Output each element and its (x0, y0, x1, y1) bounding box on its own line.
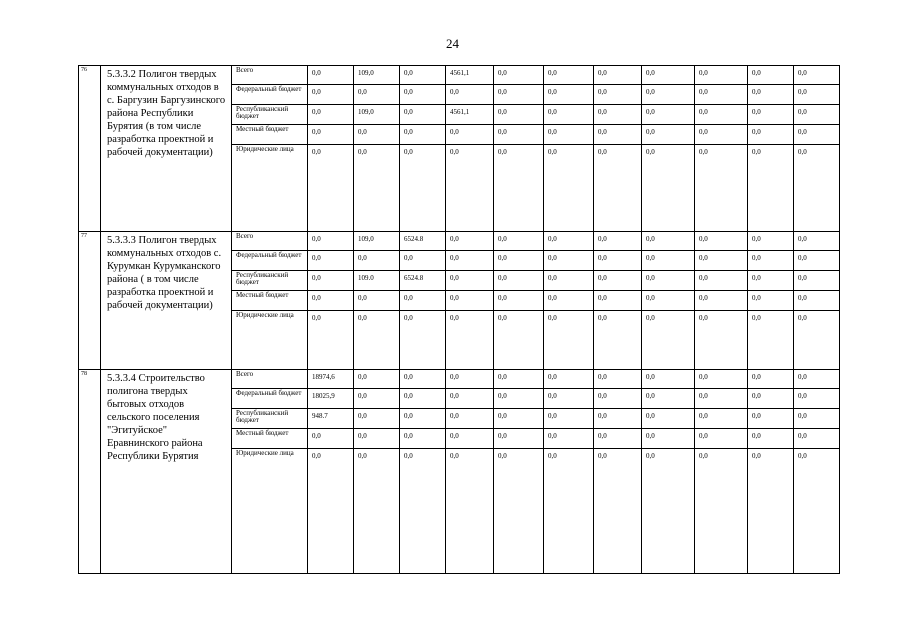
amount-cell: 0,0 (594, 370, 642, 389)
amount-cell: 0,0 (400, 429, 446, 449)
amount-cell: 0,0 (400, 311, 446, 370)
amount-cell: 0,0 (594, 105, 642, 125)
amount-cell: 0,0 (354, 291, 400, 311)
amount-cell: 0,0 (794, 449, 840, 574)
amount-cell: 0,0 (494, 145, 544, 232)
amount-cell: 0,0 (446, 449, 494, 574)
funding-source: Республиканский бюджет (232, 271, 308, 291)
amount-cell: 0,0 (494, 311, 544, 370)
amount-cell: 18974,6 (308, 370, 354, 389)
amount-cell: 6524.8 (400, 232, 446, 251)
amount-cell: 948.7 (308, 409, 354, 429)
amount-cell: 0,0 (308, 66, 354, 85)
amount-cell: 0,0 (446, 125, 494, 145)
amount-cell: 0,0 (446, 291, 494, 311)
amount-cell: 0,0 (695, 271, 748, 291)
amount-cell: 0,0 (695, 85, 748, 105)
amount-cell: 0,0 (544, 85, 594, 105)
amount-cell: 0,0 (748, 232, 794, 251)
amount-cell: 0,0 (748, 125, 794, 145)
row-number: 78 (79, 370, 101, 574)
amount-cell: 0,0 (594, 291, 642, 311)
row-number: 76 (79, 66, 101, 232)
amount-cell: 0,0 (308, 232, 354, 251)
amount-cell: 0,0 (494, 409, 544, 429)
amount-cell: 0,0 (446, 370, 494, 389)
amount-cell: 0,0 (594, 251, 642, 271)
amount-cell: 0,0 (544, 409, 594, 429)
row-number: 77 (79, 232, 101, 370)
amount-cell: 0,0 (695, 389, 748, 409)
amount-cell: 0,0 (642, 66, 695, 85)
amount-cell: 0,0 (594, 311, 642, 370)
amount-cell: 18025,9 (308, 389, 354, 409)
amount-cell: 0,0 (642, 85, 695, 105)
amount-cell: 0,0 (494, 251, 544, 271)
funding-source: Федеральный бюджет (232, 251, 308, 271)
amount-cell: 0,0 (748, 311, 794, 370)
amount-cell: 0,0 (544, 449, 594, 574)
amount-cell: 0,0 (494, 232, 544, 251)
table-row (79, 66, 840, 85)
amount-cell: 0,0 (695, 105, 748, 125)
amount-cell: 0,0 (308, 85, 354, 105)
amount-cell: 0,0 (642, 145, 695, 232)
amount-cell: 0,0 (446, 145, 494, 232)
amount-cell: 0,0 (494, 85, 544, 105)
page-number: 24 (446, 36, 459, 51)
amount-cell: 0,0 (794, 370, 840, 389)
amount-cell: 0,0 (544, 429, 594, 449)
amount-cell: 0,0 (594, 66, 642, 85)
amount-cell: 0,0 (400, 105, 446, 125)
amount-cell: 0,0 (544, 389, 594, 409)
amount-cell: 0,0 (446, 389, 494, 409)
amount-cell: 0,0 (748, 85, 794, 105)
amount-cell: 0,0 (494, 125, 544, 145)
amount-cell: 0,0 (695, 291, 748, 311)
funding-source: Всего (232, 232, 308, 251)
amount-cell: 0,0 (695, 145, 748, 232)
amount-cell: 0,0 (642, 291, 695, 311)
project-title: 5.3.3.3 Полигон твердых коммунальных отходов с. Курумкан Курумканского района ( в том числе разработка проектной и рабочей документации) (101, 232, 232, 370)
amount-cell: 0,0 (308, 105, 354, 125)
amount-cell: 0,0 (695, 66, 748, 85)
amount-cell: 6524.8 (400, 271, 446, 291)
funding-source: Местный бюджет (232, 125, 308, 145)
amount-cell: 0,0 (794, 429, 840, 449)
amount-cell: 0,0 (308, 145, 354, 232)
amount-cell: 0,0 (695, 232, 748, 251)
amount-cell: 0,0 (446, 311, 494, 370)
amount-cell: 0,0 (494, 105, 544, 125)
amount-cell: 0,0 (446, 85, 494, 105)
amount-cell: 0,0 (494, 370, 544, 389)
amount-cell: 0,0 (794, 145, 840, 232)
amount-cell: 0,0 (494, 449, 544, 574)
amount-cell: 0,0 (748, 271, 794, 291)
amount-cell: 0,0 (544, 232, 594, 251)
amount-cell: 0,0 (400, 370, 446, 389)
amount-cell: 0,0 (794, 311, 840, 370)
amount-cell: 0,0 (594, 429, 642, 449)
amount-cell: 0,0 (794, 251, 840, 271)
amount-cell: 0,0 (642, 251, 695, 271)
amount-cell: 0,0 (354, 125, 400, 145)
amount-cell: 0,0 (400, 291, 446, 311)
amount-cell: 0,0 (748, 291, 794, 311)
amount-cell: 0,0 (400, 409, 446, 429)
amount-cell: 0,0 (354, 251, 400, 271)
amount-cell: 0,0 (642, 449, 695, 574)
amount-cell: 0,0 (642, 125, 695, 145)
amount-cell: 0,0 (695, 251, 748, 271)
amount-cell: 0,0 (748, 105, 794, 125)
amount-cell: 0,0 (544, 105, 594, 125)
amount-cell: 0,0 (794, 85, 840, 105)
amount-cell: 0,0 (695, 311, 748, 370)
amount-cell: 0,0 (446, 429, 494, 449)
amount-cell: 0,0 (642, 409, 695, 429)
amount-cell: 109,0 (354, 232, 400, 251)
amount-cell: 0,0 (748, 251, 794, 271)
amount-cell: 0,0 (748, 429, 794, 449)
amount-cell: 0,0 (354, 311, 400, 370)
funding-source: Республиканский бюджет (232, 409, 308, 429)
amount-cell: 109,0 (354, 105, 400, 125)
amount-cell: 0,0 (748, 409, 794, 429)
amount-cell: 0,0 (354, 429, 400, 449)
amount-cell: 0,0 (594, 271, 642, 291)
amount-cell: 0,0 (400, 251, 446, 271)
amount-cell: 0,0 (354, 449, 400, 574)
amount-cell: 0,0 (308, 449, 354, 574)
amount-cell: 0,0 (308, 251, 354, 271)
amount-cell: 0,0 (642, 311, 695, 370)
amount-cell: 0,0 (642, 370, 695, 389)
amount-cell: 0,0 (446, 251, 494, 271)
amount-cell: 0,0 (748, 449, 794, 574)
amount-cell: 0,0 (446, 271, 494, 291)
amount-cell: 0,0 (446, 232, 494, 251)
amount-cell: 109.0 (354, 271, 400, 291)
amount-cell: 0,0 (695, 370, 748, 389)
funding-source: Федеральный бюджет (232, 389, 308, 409)
amount-cell: 0,0 (400, 85, 446, 105)
amount-cell: 0,0 (594, 232, 642, 251)
amount-cell: 0,0 (354, 370, 400, 389)
amount-cell: 0,0 (544, 370, 594, 389)
amount-cell: 0,0 (748, 370, 794, 389)
amount-cell: 0,0 (544, 66, 594, 85)
amount-cell: 4561,1 (446, 66, 494, 85)
amount-cell: 0,0 (594, 145, 642, 232)
amount-cell: 0,0 (354, 145, 400, 232)
amount-cell: 0,0 (695, 409, 748, 429)
amount-cell: 0,0 (308, 125, 354, 145)
funding-source: Всего (232, 370, 308, 389)
project-title: 5.3.3.2 Полигон твердых коммунальных отходов в с. Баргузин Баргузинского района Республики Бурятия (в том числе разработка проектной и рабочей документации) (101, 66, 232, 232)
amount-cell: 0,0 (544, 125, 594, 145)
amount-cell: 0,0 (308, 291, 354, 311)
funding-source: Республиканский бюджет (232, 105, 308, 125)
amount-cell: 0,0 (400, 66, 446, 85)
amount-cell: 4561,1 (446, 105, 494, 125)
amount-cell: 0,0 (400, 449, 446, 574)
amount-cell: 0,0 (794, 232, 840, 251)
amount-cell: 0,0 (494, 429, 544, 449)
funding-source: Федеральный бюджет (232, 85, 308, 105)
amount-cell: 0,0 (594, 389, 642, 409)
amount-cell: 0,0 (695, 449, 748, 574)
funding-source: Местный бюджет (232, 291, 308, 311)
amount-cell: 0,0 (494, 291, 544, 311)
amount-cell: 109,0 (354, 66, 400, 85)
amount-cell: 0,0 (794, 409, 840, 429)
amount-cell: 0,0 (308, 311, 354, 370)
amount-cell: 0,0 (594, 409, 642, 429)
amount-cell: 0,0 (354, 409, 400, 429)
budget-table (78, 65, 840, 574)
amount-cell: 0,0 (748, 389, 794, 409)
funding-source: Юридические лица (232, 145, 308, 232)
amount-cell: 0,0 (400, 145, 446, 232)
amount-cell: 0,0 (642, 105, 695, 125)
table-row (79, 370, 840, 389)
amount-cell: 0,0 (794, 389, 840, 409)
amount-cell: 0,0 (400, 389, 446, 409)
amount-cell: 0,0 (748, 145, 794, 232)
amount-cell: 0,0 (544, 145, 594, 232)
amount-cell: 0,0 (446, 409, 494, 429)
amount-cell: 0,0 (794, 105, 840, 125)
table-row (79, 232, 840, 251)
funding-source: Местный бюджет (232, 429, 308, 449)
amount-cell: 0,0 (594, 125, 642, 145)
amount-cell: 0,0 (494, 389, 544, 409)
amount-cell: 0,0 (642, 429, 695, 449)
amount-cell: 0,0 (308, 429, 354, 449)
amount-cell: 0,0 (642, 271, 695, 291)
amount-cell: 0,0 (594, 85, 642, 105)
amount-cell: 0,0 (748, 66, 794, 85)
amount-cell: 0,0 (544, 311, 594, 370)
amount-cell: 0,0 (494, 66, 544, 85)
amount-cell: 0,0 (354, 85, 400, 105)
amount-cell: 0,0 (695, 125, 748, 145)
amount-cell: 0,0 (400, 125, 446, 145)
funding-source: Юридические лица (232, 311, 308, 370)
amount-cell: 0,0 (544, 271, 594, 291)
project-title: 5.3.3.4 Строительство полигона твердых бытовых отходов сельского поселения "Эгитуйское" Еравнинского района Республики Бурятия (101, 370, 232, 574)
amount-cell: 0,0 (695, 429, 748, 449)
amount-cell: 0,0 (544, 291, 594, 311)
amount-cell: 0,0 (594, 449, 642, 574)
amount-cell: 0,0 (354, 389, 400, 409)
amount-cell: 0,0 (544, 251, 594, 271)
amount-cell: 0,0 (642, 389, 695, 409)
amount-cell: 0,0 (794, 125, 840, 145)
funding-source: Всего (232, 66, 308, 85)
amount-cell: 0,0 (308, 271, 354, 291)
amount-cell: 0,0 (794, 271, 840, 291)
amount-cell: 0,0 (494, 271, 544, 291)
amount-cell: 0,0 (642, 232, 695, 251)
funding-source: Юридические лица (232, 449, 308, 574)
amount-cell: 0,0 (794, 291, 840, 311)
amount-cell: 0,0 (794, 66, 840, 85)
